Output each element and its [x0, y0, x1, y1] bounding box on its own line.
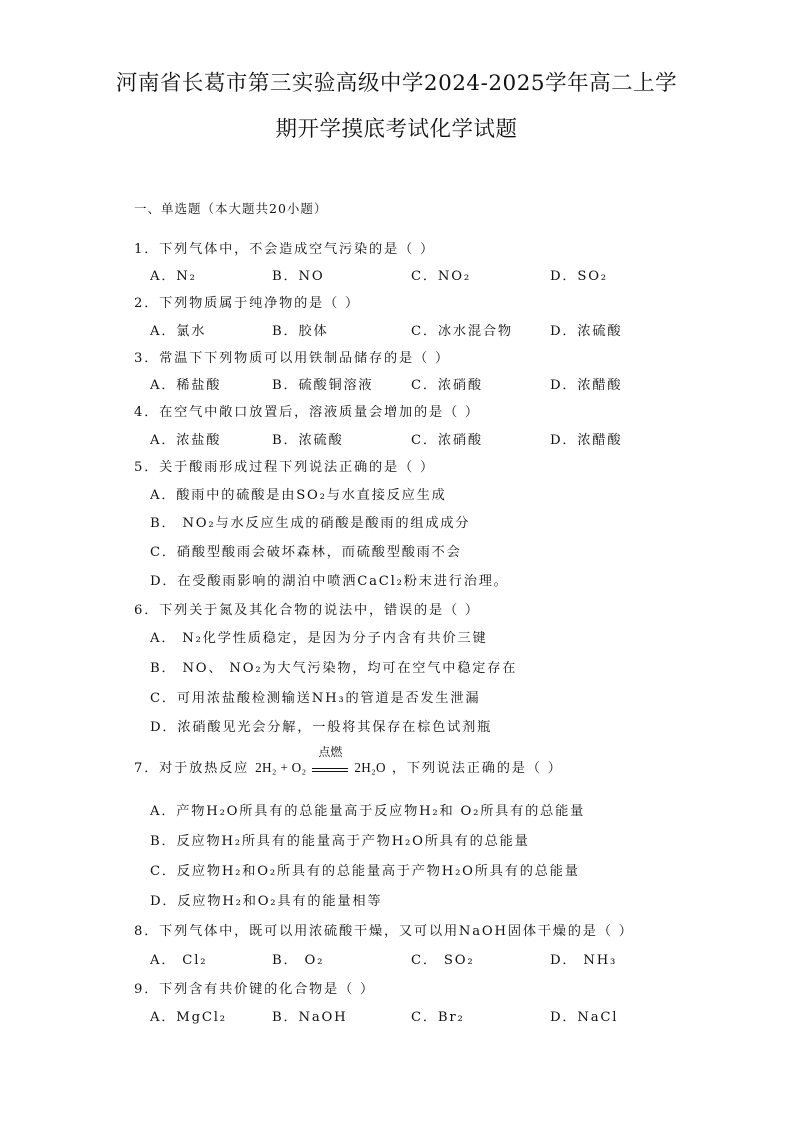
double-line-equals-sign [312, 768, 348, 772]
question-8-option-b: B． O₂ [272, 953, 325, 968]
question-1-option-d: D．SO₂ [550, 269, 608, 284]
question-1-option-b: B．NO [272, 269, 325, 284]
question-1-stem: 1．下列气体中，不会造成空气污染的是（ ） [134, 242, 435, 257]
question-7-option-b: B．反应物H₂所具有的能量高于产物H₂O所具有的总能量 [150, 834, 530, 849]
question-7-option-c: C．反应物H₂和O₂所具有的总能量高于产物H₂O所具有的总能量 [150, 864, 580, 879]
exam-title-line-2: 期开学摸底考试化学试题 [275, 117, 518, 142]
question-3-option-c: C．浓硝酸 [411, 378, 483, 393]
question-5-option-d: D．在受酸雨影响的湖泊中喷洒CaCl₂粉末进行治理。 [150, 574, 509, 589]
question-2-stem: 2．下列物质属于纯净物的是（ ） [134, 296, 361, 311]
question-2-option-c: C．冰水混合物 [411, 324, 513, 339]
question-4-option-c: C．浓硝酸 [411, 433, 483, 448]
question-9-option-c: C．Br₂ [411, 1010, 465, 1025]
question-6-option-c: C．可用浓盐酸检测输送NH₃的管道是否发生泄漏 [150, 691, 481, 706]
question-8-option-d: D． NH₃ [550, 953, 618, 968]
question-5-option-a: A．酸雨中的硫酸是由SO₂与水直接反应生成 [150, 488, 447, 503]
question-9-option-d: D．NaCl [550, 1010, 619, 1025]
question-7-option-d: D．反应物H₂和O₂具有的能量相等 [150, 894, 383, 909]
question-5-option-b: B． NO₂与水反应生成的硝酸是酸雨的组成成分 [150, 516, 471, 531]
question-4-option-d: D．浓醋酸 [550, 433, 623, 448]
exam-title-line-1: 河南省长葛市第三实验高级中学2024-2025学年高二上学 [115, 71, 678, 96]
question-6-option-a: A． N₂化学性质稳定，是因为分子内含有共价三键 [150, 631, 488, 646]
section-heading: 一、单选题（本大题共20小题） [134, 201, 328, 216]
question-5-stem: 5．关于酸雨形成过程下列说法正确的是（ ） [134, 460, 435, 475]
question-7-stem [134, 745, 563, 776]
question-7-option-a: A．产物H₂O所具有的总能量高于反应物H₂和 O₂所具有的总能量 [150, 804, 586, 819]
question-8-option-a: A． Cl₂ [150, 953, 208, 968]
question-3-option-b: B．硫酸铜溶液 [272, 378, 374, 393]
question-9-option-b: B．NaOH [272, 1010, 348, 1025]
question-4-option-b: B．浓硫酸 [272, 433, 344, 448]
question-2-option-a: A．氯水 [150, 324, 207, 339]
question-2-option-d: D．浓硫酸 [550, 324, 623, 339]
question-3-option-d: D．浓醋酸 [550, 378, 623, 393]
question-1-option-c: C．NO₂ [411, 269, 471, 284]
question-8-option-c: C． SO₂ [411, 953, 475, 968]
question-5-option-c: C．硝酸型酸雨会破坏森林，而硫酸型酸雨不会 [150, 545, 462, 560]
question-1-option-a: A．N₂ [150, 269, 197, 284]
reaction-condition-label: 点燃 [318, 745, 343, 759]
question-7-product: 2H₂O [354, 760, 386, 775]
question-4-option-a: A．浓盐酸 [150, 433, 222, 448]
question-3-option-a: A．稀盐酸 [150, 378, 222, 393]
question-4-stem: 4．在空气中敞口放置后，溶液质量会增加的是（ ） [134, 405, 480, 420]
question-6-stem: 6．下列关于氮及其化合物的说法中，错误的是（ ） [134, 603, 480, 618]
question-8-stem: 8．下列气体中，既可以用浓硫酸干燥，又可以用NaOH固体干燥的是（ ） [134, 924, 634, 939]
question-9-option-a: A．MgCl₂ [150, 1010, 227, 1025]
question-9-stem: 9．下列含有共价键的化合物是（ ） [134, 982, 375, 997]
question-2-option-b: B．胶体 [272, 324, 329, 339]
reaction-condition-arrow [312, 745, 348, 772]
question-3-stem: 3．常温下下列物质可以用铁制品储存的是（ ） [134, 351, 450, 366]
question-7-stem-prefix: 7．对于放热反应 [134, 761, 250, 776]
question-6-option-b: B． NO、 NO₂为大气污染物，均可在空气中稳定存在 [150, 661, 518, 676]
question-6-option-d: D．浓硝酸见光会分解，一般将其保存在棕色试剂瓶 [150, 720, 493, 735]
question-7-stem-suffix: ，下列说法正确的是（ ） [391, 761, 563, 776]
question-7-reactants: 2H₂ + O₂ [255, 760, 307, 775]
